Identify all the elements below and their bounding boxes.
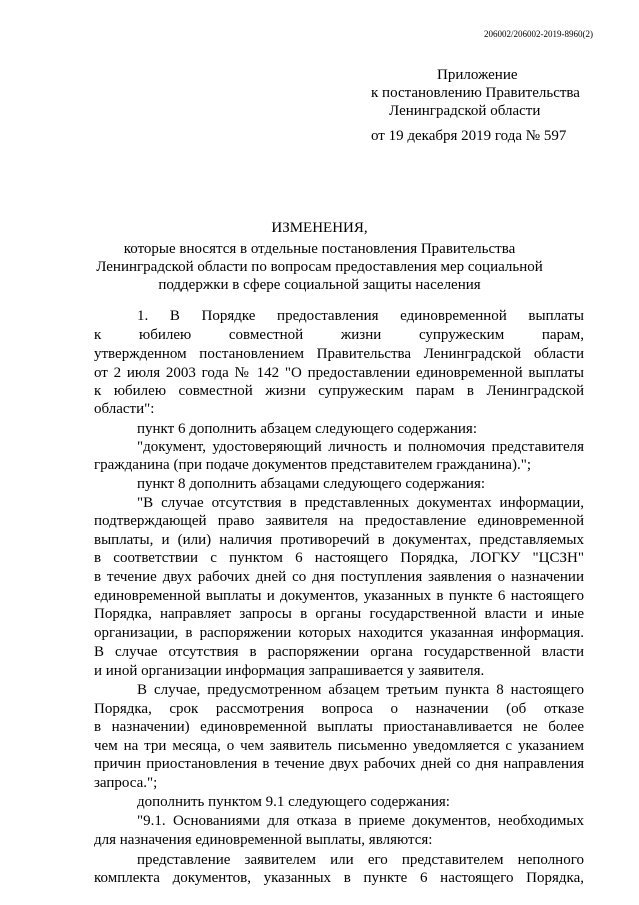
body-line: и иной организации информация запрашивается у заявителя. (94, 663, 485, 679)
resolution-date-number: от 19 декабря 2019 года № 597 (371, 128, 567, 144)
body-line: к юбилею совместной жизни супружеским парам, (94, 327, 584, 343)
body-line: В случае, предусмотренном абзацем третьим пункта 8 настоящего (137, 682, 584, 698)
body-line: Порядка, направляет запросы в органы государственной власти и иные (94, 606, 584, 622)
body-line: единовременной выплаты и документов, указанных в пункте 6 настоящего (94, 588, 584, 604)
body-line: от 2 июля 2003 года № 142 "О предоставлении единовременной выплаты (94, 365, 584, 381)
body-line: в назначении) единовременной выплаты приостанавливается не более (94, 719, 584, 735)
body-line: чем на три месяца, о чем заявитель письменно уведомляется с указанием (94, 738, 584, 754)
body-line: запроса."; (94, 775, 158, 791)
appendix-region: Ленинградской области (389, 103, 541, 119)
body-line: пункт 8 дополнить абзацами следующего содержания: (137, 476, 486, 492)
body-line: комплекта документов, указанных в пункте 6 настоящего Порядка, (94, 870, 584, 886)
body-line: причин приостановления в течение двух рабочих дней со дня направления (94, 756, 584, 772)
body-line: к юбилею совместной жизни супружеским парам в Ленинградской (94, 383, 584, 399)
document-code: 206002/206002-2019-8960(2) (484, 29, 593, 39)
body-line: подтверждающей право заявителя на предоставление единовременной (94, 513, 584, 529)
body-line: в течение двух рабочих дней со дня поступления заявления о назначении (94, 569, 584, 585)
body-line: гражданина (при подаче документов представителем гражданина)."; (94, 457, 531, 473)
appendix-label: Приложение (437, 67, 518, 83)
body-line: Порядка, срок рассмотрения вопроса о назначении (об отказе (94, 701, 584, 717)
body-line: утвержденном постановлением Правительства Ленинградской области (94, 346, 584, 362)
document-heading: ИЗМЕНЕНИЯ, (271, 220, 368, 236)
body-line: "документ, удостоверяющий личность и полномочия представителя (137, 439, 584, 455)
document-subtitle-line-1: которые вносятся в отдельные постановления Правительства (123, 241, 516, 257)
body-line: пункт 6 дополнить абзацем следующего содержания: (137, 421, 477, 437)
appendix-resolution: к постановлению Правительства (371, 85, 580, 101)
body-line: дополнить пунктом 9.1 следующего содержания: (137, 794, 450, 810)
body-line: для назначения единовременной выплаты, являются: (94, 832, 433, 848)
body-line: выплаты, и (или) наличия противоречий в документах, представляемых (94, 532, 584, 548)
body-line: в соответствии с пунктом 6 настоящего Порядка, ЛОГКУ "ЦСЗН" (94, 550, 584, 566)
body-line: организации, в распоряжении которых находится указанная информация. (94, 625, 584, 641)
body-line: 1. В Порядке предоставления единовременной выплаты (137, 308, 584, 324)
body-line: "В случае отсутствия в представленных документах информации, (137, 495, 584, 511)
body-line: В случае отсутствия в распоряжении органа государственной власти (94, 644, 584, 660)
body-line: представление заявителем или его представителем неполного (137, 852, 584, 868)
document-subtitle-line-2: Ленинградской области по вопросам предоставления мер социальной (96, 259, 543, 275)
body-line: области": (94, 401, 155, 417)
body-line: "9.1. Основаниями для отказа в приеме документов, необходимых (137, 813, 584, 829)
document-subtitle-line-3: поддержки в сфере социальной защиты населения (158, 277, 481, 293)
